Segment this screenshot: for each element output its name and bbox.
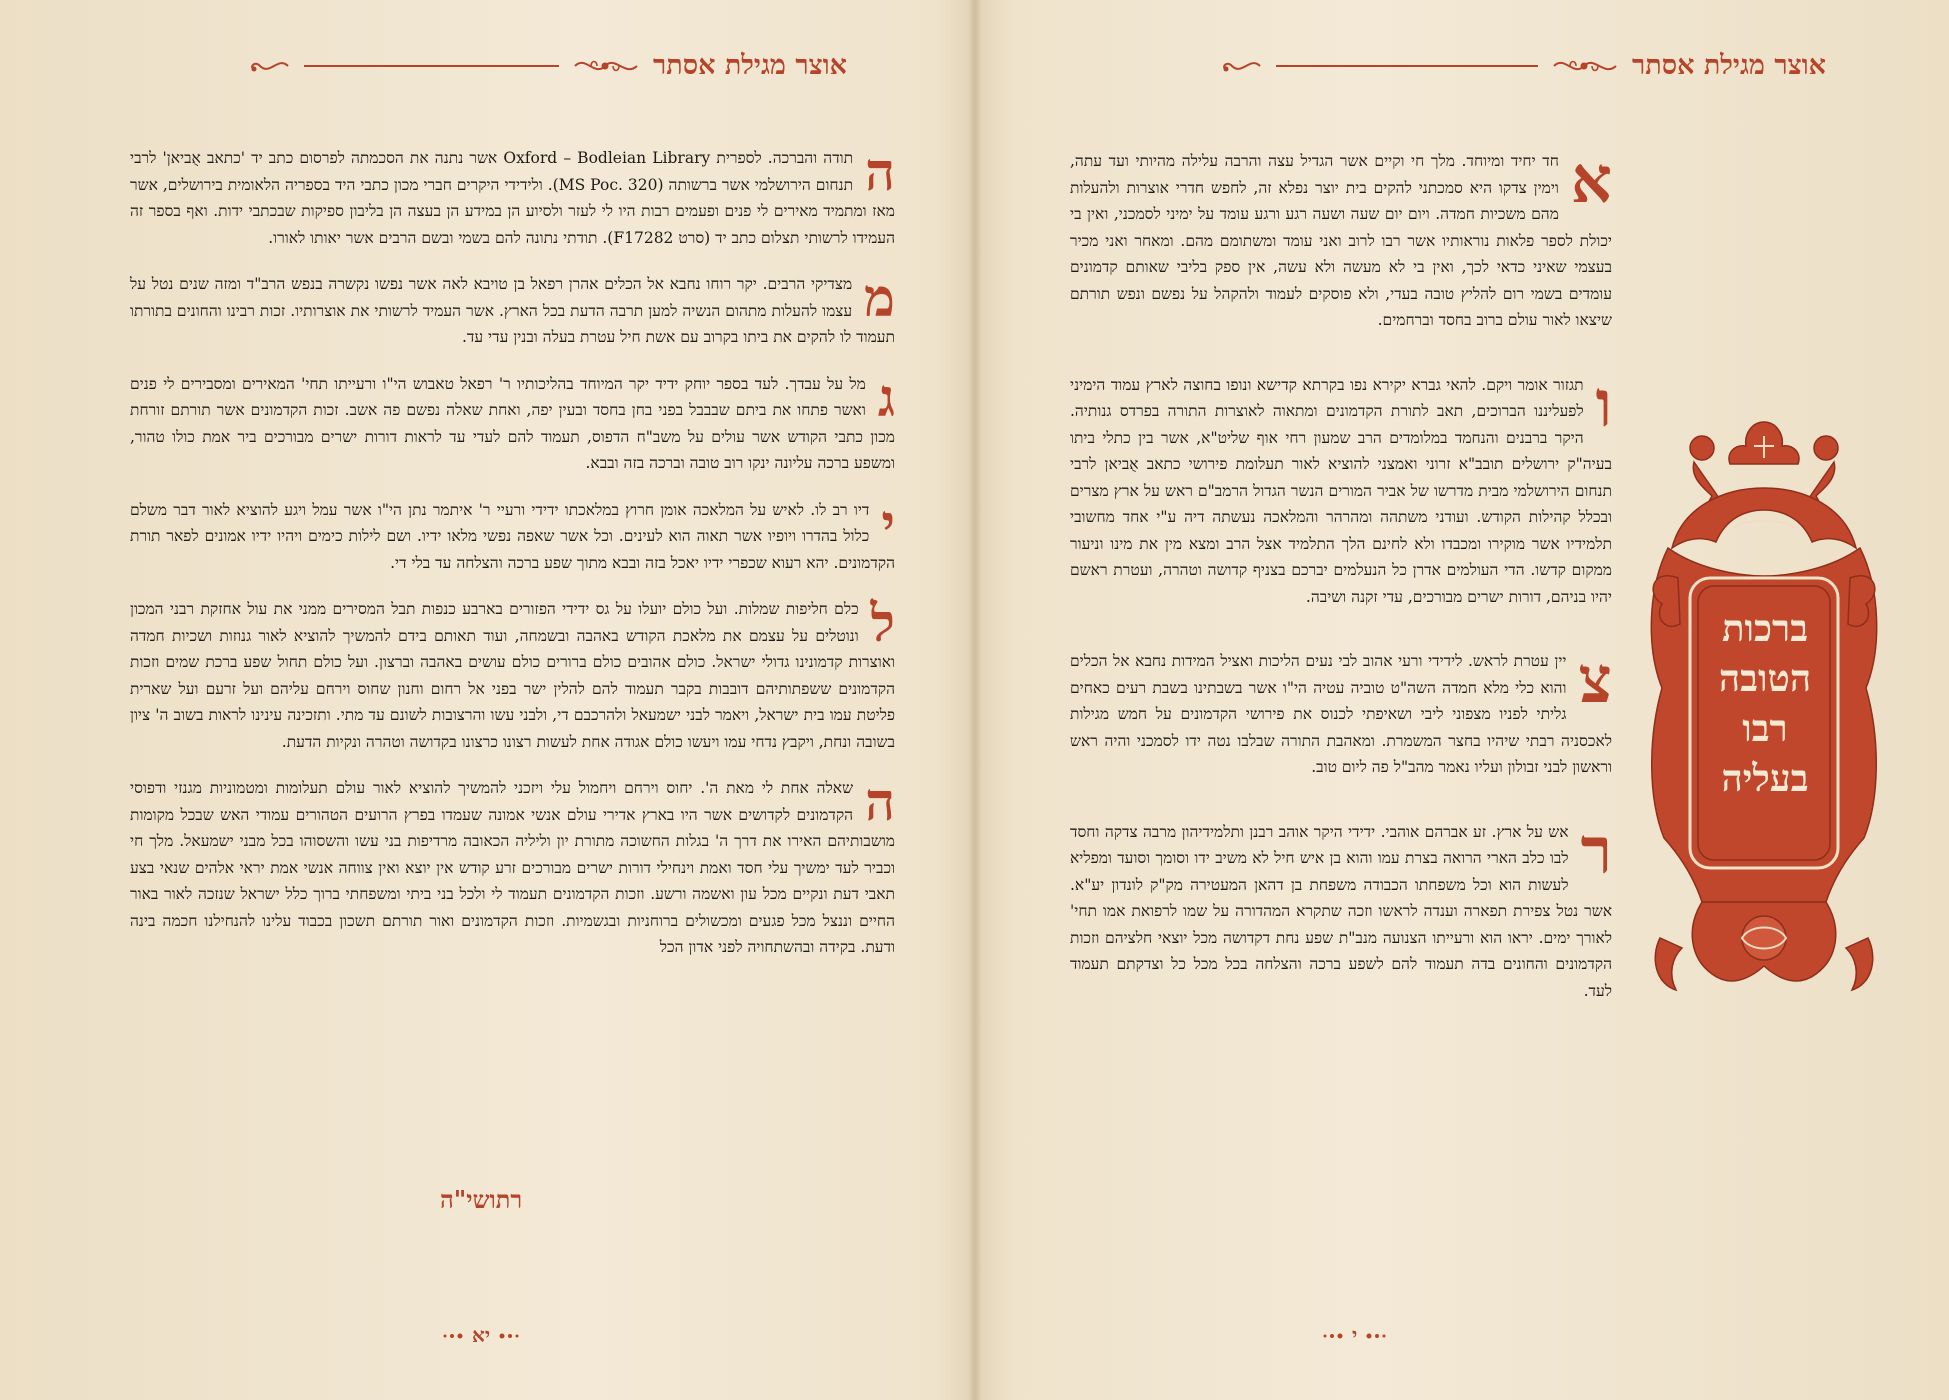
paragraph-text: אש על ארץ. זע אברהם אוהבי. ידידי היקר אוהב רבנן ותלמידיהון מרבה צדקה וחסד לבו כלב הארי הרואה בצרת עמו והוא בן איש חיל לא משיב ידו וסומך וסועד ומפליא לעשות הוא וכל משפחתו הכבודה משפחת בן דהאן המעטירה מק"ק לונדון יע"א. אשר נטל צפירת תפארה וענדה לראשו וזכה שתקרא המהדורה על שמו לרפואת אמו תחי' לאורך ימים. יראו הוא ורעייתו הצנועה מנב"ת שפע נחת דקדושה מכל יוצאי חלציהם וזכות הקדמונים והחונים בדה תעמוד להם לשפע ברכה והצלחה בכל מכל כל וצדקתם תעמוד לעד. — [1070, 822, 1612, 1000]
header-rule — [1276, 65, 1538, 67]
paragraph-text: דיו רב לו. לאיש על המלאכה אומן חרוץ במלאכתו ידידי ורעיי ר' איתמר נתן הי"ו אשר עמל ויגע להוציא לאור דבר משלם כלול בהדרו ויופיו אשר תאוה הוא לעינים. וכל אשר שאפה נפשי מלאו ידיו. ושם לילות כימים ויהיו ידיו אמונים לפאר תורת הקדמונים. יהא רעוא שכפרי ידיו יאכל בזה ובבא מתוך שפע ברכה והצלחה עד בלי די. — [130, 500, 895, 572]
paragraph — [130, 367, 895, 477]
folio-right — [1322, 1323, 1387, 1348]
right-page — [982, 0, 1949, 1400]
right-body-text — [1070, 143, 1612, 1024]
paragraph-text: חד יחיד ומיוחד. מלך חי וקיים אשר הגדיל עצה והרבה עלילה מהיותי ועד עתה, וימין צדקו היא סמכתני להקים בית יוצר נפלא זה, לחפש חדרי אוצרות ולהעלות מהם משכיות חמדה. ויום יום שעה ושעה רגע ורגע עומד על ימיני לסמכני, ואין בי יכולת לספר פלאות נוראותיו אשר רבו לרוב ואני עומד ומשתומם מהם. ומאחר ואני מכיר בעצמי שאיני כדאי לכך, ואין בי לא מעשה ולא עשה, אין ספק בליבי שאותם קדמונים עומדים בשמי רום להליץ טובה בעדי, ולא פוסקים לעמוד ולהקהל על נפשם ונפש תורתם שיצאו לאור עולם ברוב בחסד וברחמים. — [1070, 152, 1612, 329]
running-head-right — [1220, 50, 1826, 81]
drop-cap: ג — [877, 367, 895, 429]
left-page — [0, 0, 968, 1400]
drop-cap: מ — [864, 268, 895, 329]
paragraph-text: מל על עבדך. לעד בספר יוחק ידיד יקר המיוחד בהליכותיו ר' רפאל טאבוש הי"ו ורעייתו תחי' המאירים ומסבירים לי פנים ואשר פתחו את ביתם שבבבל בפני בחן בחסד ובעין יפה, ואחת שאלה נפשם פה אשב. זכות הקדמונים אשר תורתם זורחת מכון כתבי הקודש אשר עולים על משב"ח הדפוס, תעמוד להם לעדי עד לראות דורות ישרים מבורכים ביר אמת כולו טהור, ומשפע ברכה עליונה ינקו רוב טובה וברכה בזה ובבא. — [130, 374, 895, 472]
drop-cap: ר — [1580, 813, 1612, 889]
flourish-ornament-icon — [1550, 51, 1620, 81]
cartouche-line: רבו — [1742, 706, 1788, 750]
signature: רתושי"ה — [440, 1185, 523, 1214]
drop-cap: י — [881, 493, 895, 555]
cartouche-line: הטובה — [1718, 656, 1812, 700]
running-head-title: אוצר מגילת אסתר — [653, 50, 847, 81]
paragraph-text: תודה והברכה. לספרית Oxford – Bodleian Library אשר נתנה את הסכמתה לפרסום כתב יד 'כתאב אֻביאן' לרבי תנחום הירושלמי אשר ברשותה (MS Poc. 320). ולידידי היקרים חברי מכון כתבי היד בספריה הלאומית בירושלים, אשר מאז ומתמיד מאירים לי פנים ופעמים רבות היו לי לעזר ולסיוע הן במידע הן בעצה הן בליבון ספיקות שבכתבי ידות. ואף בספר זה העמידו לרשותי תצלום כתב יד (סרט F17282). תודתי נתונה להם בשמי ובשם הרבים אשר יאותו לאורו. — [130, 149, 895, 247]
running-head-title: אוצר מגילת אסתר — [1632, 50, 1826, 81]
paragraph-text: מצדיקי הרבים. יקר רוחו נחבא אל הכלים אהרן רפאל בן טויבא לאה אשר נפשו נקשרה בנפש הרב"ד ומזה שנים נטל על עצמו להעלות מתהום הנשיה למען תרבה הדעת בכל הארץ. אשר העמיד לרשותי את אוצרותיו. זכות רבינו והחונים בתורתו תעמוד לו להקים את ביתו בקרוב עם אשת חיל עטרת בעלה ובנין עדי עד. — [130, 275, 895, 346]
drop-cap: א — [1570, 143, 1612, 218]
paragraph-text: כלם חליפות שמלות. ועל כולם יועלו על גס ידידי הפזורים בארבע כנפות תבל המסירים ממני את עול אחזקת רבני המכון ונוטלים על עצמם את מלאכת הקודש באהבה ובשמחה, ועוד תאותם בידם להמשיך להוציא לאור גנוזות ושכיות חמדה ואוצרות קדמונינו גדולי ישראל. כולם אהובים כולם ברורים כולם עושים באהבה וברצון. ועל כולם תחול שפע ברכת שמים וזכות הקדמונים ששפתותיהם דובבות בקבר תעמוד להם להלין ישר בפני אל רחום וחנון שחוס וירחם עליהם ועל זרעם ועל שארית פליטת עמו בית ישראל, ויאמר לבני ישמעאל ולהרכבם די, ולבני עשו והרצובות לשונם עד מתי. ותזכינה עינינו לראות בשוב ה' ציון בשובה ונחת, ויקבץ נדחי עמו ויעשו כולם אגודה אחת לעשות רצונו כרצונו בקדושה וטהרה ונקיות הדעת. — [130, 600, 895, 751]
page-number: י — [1352, 1323, 1358, 1347]
paragraph — [130, 142, 895, 251]
header-rule — [304, 65, 559, 67]
cartouche-line: ברכות — [1721, 606, 1809, 650]
folio-left — [442, 1323, 520, 1348]
dots-ornament-icon — [1322, 1330, 1344, 1342]
paragraph-text: שאלה אחת לי מאת ה'. יחוס וירחם ויחמול עלי ויזכני להמשיך להוציא לאור עולם תעלומות ומטמוניות מגנזי ודפוסי הקדמונים לקדושים אשר היו בארץ אדירי עולם אנשי אמונה שעמדו בפרץ הרועים הטהורים עמודי האש שבכל מקומות מושבותיהם האירו את דרך ה' בגלות החשוכה מתורת יון וליליה הכאובה מרדיפות בני עשו והשסוהו בכל מבני ישמעאל. מלך חי וכביר לעד ימשיך עלי חסד ואמת וינחילי דורות ישרים מבורכים זרע קודש אין יוצא ואין צווחה אנשי אמת יראי אלהים שנאי בצע תאבי דעת ונקיים מכל עון ואשמה ורשע. וזכות הקדמונים תעמוד לי ולכל בני ביתי ומשפחתי ברוך כלל ישראל שנזכה לאור באור החיים וננצל מכל פגעים ומכשולים ברוחניות ובגשמיות. וזכות הקדמונים ואור תורתם תשכון בכבוד עלינו להנחילנו חכמה בינה ודעת. בקידה ובהשתחויה לפני אדון הכל — [130, 779, 895, 956]
paragraph — [1070, 366, 1612, 611]
paragraph — [130, 268, 895, 351]
paragraph-text: יין עטרת לראש. לידידי ורעי אהוב לבי נעים הליכות ואציל המידות נחבא אל הכלים והוא כלי מלא חמדה השה"ט טוביה עטיה הי"ו אשר בשבתינו בשבת רעים כאחים גליתי לפניו מצפוני ליבי ושאיפתי לכנוס את פירושי הקדמונים על חמש מגילות לאכסניה רבתי שיהיו בחצר המשמרת. ומאהבת התורה שבלבו נטה ידו לסמכני והיה ראש וראשון לבני זבולון ועליו נאמר מהב"ל פה ליום טוב. — [1070, 652, 1612, 776]
paragraph — [130, 493, 895, 577]
scroll-ornament-icon — [248, 53, 292, 79]
paragraph — [1070, 143, 1612, 334]
paragraph — [130, 593, 895, 755]
drop-cap: צ — [1578, 643, 1612, 718]
flourish-ornament-icon — [571, 51, 641, 81]
page-number: יא — [472, 1323, 491, 1347]
cartouche-title — [1690, 603, 1840, 803]
book-spine — [968, 0, 982, 1400]
left-body-text — [130, 142, 895, 981]
paragraph-text: תגזור אומר ויקם. להאי גברא יקירא נפו בקרתא קדישא ונופו בחוצה לארץ עמוד הימיני לפעליננו הברוכים, תאב לתורת הקדמונים ומתאוה לאוצרות התורה בפרדס גנותיה. היקר ברבנים והנחמד במלומדים הרב שמעון רחי אוף שליט"א, אשר בין כתלי ביתו בעיה"ק ירושלים תובב"א זרוני ואמצני להוציא לאור תעלומת פירושי כתאב אֻביאן לרבי תנחום הירושלמי מבית מדרשו של אביר המורים הנשר הגדול הרמב"ם ראש על ארץ מצרים ובכלל קהילות הקודש. ועודני משתהה ומהרהר והמלאכה נעשתה דיה ע"י אחד מחשובי תלמידיו אשר מוקירו ומכבדו ולא לחינם הלך התלמיד אצל הרב ומצא מין את מינו וניעור ממקום קדשו. הדי העולמים אדרן כל הנעלמים יברכם בצניף קדושה וטהרה, ועטרת ראשם יהיו בניהם, דורות ישרים מבורכים, עדי זקנה ושיבה. — [1070, 375, 1612, 606]
dots-ornament-icon — [498, 1330, 520, 1342]
drop-cap: ו — [1595, 366, 1612, 442]
paragraph — [130, 772, 895, 961]
drop-cap: ה — [865, 142, 895, 203]
drop-cap: ל — [870, 593, 895, 654]
dots-ornament-icon — [1365, 1330, 1387, 1342]
paragraph — [1070, 643, 1612, 781]
cartouche-line: בעליה — [1721, 756, 1809, 800]
dots-ornament-icon — [442, 1330, 464, 1342]
drop-cap: ה — [865, 772, 895, 833]
paragraph — [1070, 813, 1612, 1005]
running-head-left — [248, 50, 847, 81]
scroll-ornament-icon — [1220, 53, 1264, 79]
